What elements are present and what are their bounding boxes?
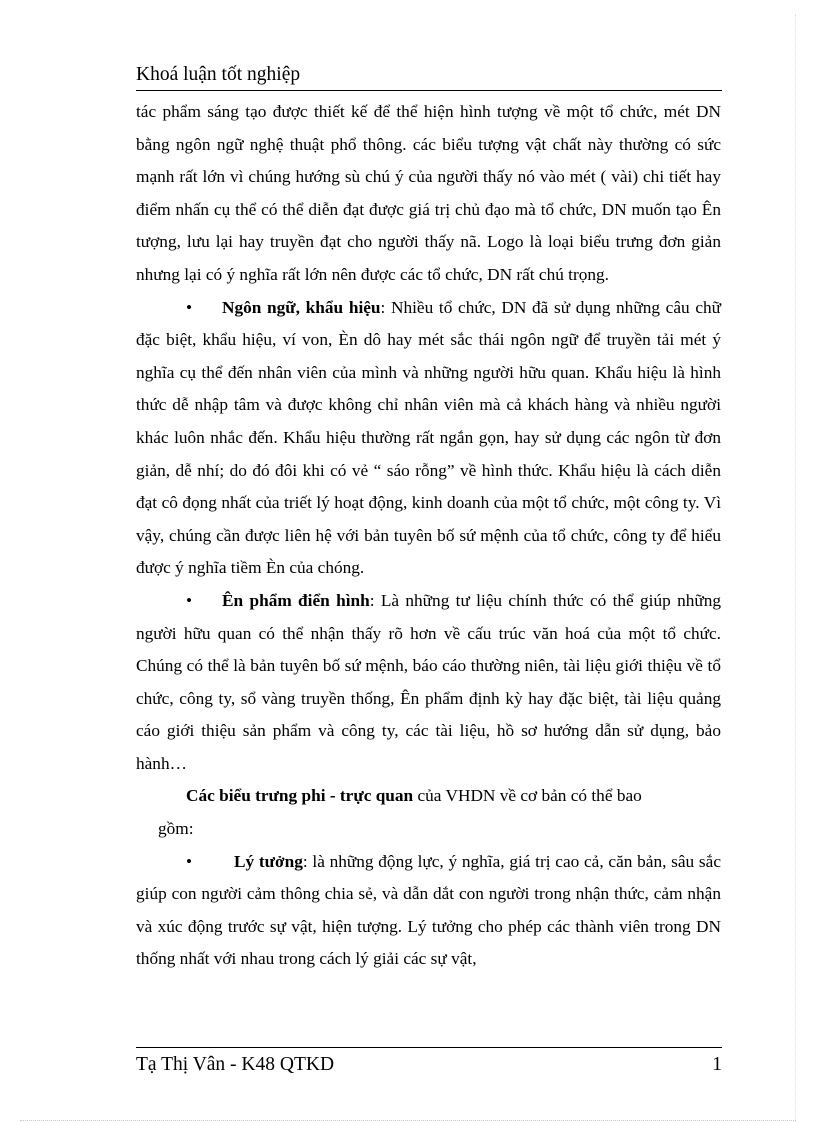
paragraph-slogan [136,292,721,585]
term-publications: Ên phẩm điển hình [222,590,370,610]
paragraph-ideals [136,846,721,976]
term-slogan: Ngôn ngữ, khẩu hiệu [222,297,381,317]
paragraph-non-visual-symbols [136,780,694,845]
running-footer [136,1052,722,1078]
page-bottom-edge [20,1120,796,1121]
paragraph-logo: tác phẩm sáng tạo được thiết kế để thể hiện hình tượng về một tổ chức, mét DN bằng ngôn ngữ nghệ thuật phổ thông. các biểu tượng vật chất này thường có sức mạnh rất lớn vì chúng hướng sù chú ý của người thấy nó vào mét ( vài) chi tiết hay điểm nhấn cụ thể có thể diễn đạt được giá trị chủ đạo mà tổ chức, DN muốn tạo Ên tượng, lưu lại hay truyền đạt cho người thấy nã. Logo là loại biểu trưng đơn giản nhưng lại có ý nghĩa rất lớn nên được các tổ chức, DN rất chú trọng. [136,102,721,284]
non-visual-continuation: gồm: [158,819,194,839]
non-visual-text: của VHDN về cơ bản có thể bao [413,786,642,806]
slogan-text: : Nhiều tổ chức, DN đã sử dụng những câu chữ đặc biệt, khẩu hiệu, ví von, Èn dô hay mét sắc thái ngôn ngữ để truyền tải mét ý nghĩa cụ thể đến nhân viên của mình và những người hữu quan. Khẩu hiệu là hình thức dễ nhập tâm và được không chỉ nhân viên mà cả khách hàng và nhiều người khác luôn nhắc đến. Khẩu hiệu thường rất ngắn gọn, hay sử dụng các ngôn từ đơn giản, dễ nhí; do đó đôi khi có vẻ “ sáo rỗng” về hình thức. Khẩu hiệu là cách diễn đạt cô đọng nhất của triết lý hoạt động, kinh doanh của một tổ chức, một công ty. Vì vậy, chúng cần được liên hệ với bản tuyên bố sứ mệnh của tổ chức, công ty để hiểu được ý nghĩa tiềm Èn của chóng. [136,297,721,578]
bullet-marker: • [186,590,193,610]
bullet-marker: • [186,851,193,871]
ideals-text: : là những động lực, ý nghĩa, giá trị cao cả, căn bản, sâu sắc giúp con người cảm thông chia sẻ, và dẫn dắt con người trong nhận thức, cảm nhận và xúc động trước sự vật, hiện tượng. Lý tưởng cho phép các thành viên trong DN thống nhất với nhau trong cách lý giải các sự vật, [136,851,721,969]
publications-text: : Là những tư liệu chính thức có thể giúp những người hữu quan có thể nhận thấy rõ hơn về cấu trúc văn hoá của một tổ chức. Chúng có thể là bản tuyên bố sứ mệnh, báo cáo thường niên, tài liệu giới thiệu về tổ chức, công ty, sổ vàng truyền thống, Ên phẩm định kỳ hay đặc biệt, tài liệu quảng cáo giới thiệu sản phẩm và công ty, các tài liệu, hồ sơ hướng dẫn sử dụng, bảo hành… [136,590,722,773]
page-number: 1 [712,1054,722,1075]
bullet-marker: • [186,297,193,317]
paragraph-publications [136,585,721,781]
term-ideals: Lý tưởng [234,851,303,871]
term-non-visual: Các biểu trưng phi - trực quan [186,786,414,806]
footer-rule [136,1047,722,1048]
header-rule [136,90,722,91]
page-right-edge [795,14,796,1120]
footer-author: Tạ Thị Vân - K48 QTKD [136,1054,335,1075]
running-header: Khoá luận tốt nghiệp [136,64,301,85]
page-body [136,96,721,976]
